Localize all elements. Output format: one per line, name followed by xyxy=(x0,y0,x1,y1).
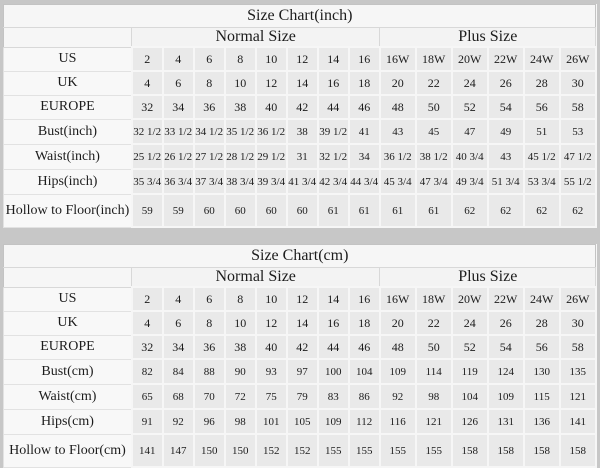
size-value-cell: 116 xyxy=(380,409,416,434)
size-value-cell: 141 xyxy=(132,434,163,467)
size-value-cell: 10 xyxy=(225,311,256,335)
size-value-cell: 44 xyxy=(318,95,349,119)
size-value-cell: 45 1/2 xyxy=(524,144,560,169)
table-row xyxy=(4,169,596,194)
size-value-cell: 79 xyxy=(287,384,318,409)
group-header-normal-size: Normal Size xyxy=(132,28,380,48)
size-value-cell: 41 xyxy=(349,119,380,144)
size-value-cell: 16W xyxy=(380,287,416,311)
size-value-cell: 24W xyxy=(524,287,560,311)
size-value-cell: 59 xyxy=(132,194,163,227)
row-label: Hollow to Floor(inch) xyxy=(4,194,132,227)
size-chart-inch-table xyxy=(3,4,597,228)
size-value-cell: 28 xyxy=(524,311,560,335)
size-value-cell: 70 xyxy=(194,384,225,409)
size-value-cell: 24 xyxy=(452,71,488,95)
size-value-cell: 58 xyxy=(560,95,596,119)
size-value-cell: 68 xyxy=(163,384,194,409)
size-value-cell: 45 xyxy=(416,119,452,144)
table-title-row xyxy=(4,245,596,268)
size-value-cell: 93 xyxy=(256,359,287,384)
size-value-cell: 32 1/2 xyxy=(132,119,163,144)
size-value-cell: 44 xyxy=(318,335,349,359)
size-value-cell: 26W xyxy=(560,287,596,311)
table-row xyxy=(4,95,596,119)
size-value-cell: 42 xyxy=(287,335,318,359)
group-header-plus-size: Plus Size xyxy=(380,28,596,48)
size-value-cell: 12 xyxy=(287,47,318,71)
size-value-cell: 46 xyxy=(349,95,380,119)
row-label: Waist(cm) xyxy=(4,384,132,409)
size-value-cell: 38 3/4 xyxy=(225,169,256,194)
size-value-cell: 39 1/2 xyxy=(318,119,349,144)
size-value-cell: 98 xyxy=(416,384,452,409)
size-value-cell: 88 xyxy=(194,359,225,384)
size-value-cell: 136 xyxy=(524,409,560,434)
size-value-cell: 12 xyxy=(256,311,287,335)
size-value-cell: 62 xyxy=(524,194,560,227)
size-value-cell: 60 xyxy=(194,194,225,227)
size-value-cell: 105 xyxy=(287,409,318,434)
size-value-cell: 42 xyxy=(287,95,318,119)
size-value-cell: 131 xyxy=(488,409,524,434)
table-row xyxy=(4,384,596,409)
size-value-cell: 59 xyxy=(163,194,194,227)
size-value-cell: 60 xyxy=(225,194,256,227)
size-value-cell: 18W xyxy=(416,47,452,71)
size-value-cell: 40 3/4 xyxy=(452,144,488,169)
size-value-cell: 152 xyxy=(256,434,287,467)
size-value-cell: 119 xyxy=(452,359,488,384)
size-value-cell: 43 xyxy=(380,119,416,144)
size-value-cell: 34 xyxy=(163,95,194,119)
size-value-cell: 6 xyxy=(163,311,194,335)
size-value-cell: 20 xyxy=(380,71,416,95)
size-chart-cm-table xyxy=(3,244,597,468)
size-value-cell: 8 xyxy=(225,47,256,71)
size-value-cell: 158 xyxy=(560,434,596,467)
row-label: Hips(cm) xyxy=(4,409,132,434)
size-value-cell: 6 xyxy=(163,71,194,95)
size-value-cell: 36 xyxy=(194,95,225,119)
size-value-cell: 4 xyxy=(132,71,163,95)
size-value-cell: 155 xyxy=(349,434,380,467)
size-value-cell: 43 xyxy=(488,144,524,169)
size-value-cell: 46 xyxy=(349,335,380,359)
size-value-cell: 61 xyxy=(318,194,349,227)
size-value-cell: 109 xyxy=(488,384,524,409)
size-value-cell: 10 xyxy=(256,47,287,71)
table-row xyxy=(4,311,596,335)
size-value-cell: 24W xyxy=(524,47,560,71)
size-value-cell: 31 xyxy=(287,144,318,169)
size-value-cell: 36 1/2 xyxy=(380,144,416,169)
size-value-cell: 12 xyxy=(256,71,287,95)
size-value-cell: 55 1/2 xyxy=(560,169,596,194)
row-label: UK xyxy=(4,311,132,335)
size-value-cell: 32 xyxy=(132,335,163,359)
size-value-cell: 115 xyxy=(524,384,560,409)
size-value-cell: 155 xyxy=(380,434,416,467)
size-value-cell: 38 1/2 xyxy=(416,144,452,169)
size-value-cell: 61 xyxy=(416,194,452,227)
size-value-cell: 98 xyxy=(225,409,256,434)
size-value-cell: 65 xyxy=(132,384,163,409)
row-label: Hollow to Floor(cm) xyxy=(4,434,132,467)
size-value-cell: 12 xyxy=(287,287,318,311)
size-value-cell: 60 xyxy=(287,194,318,227)
size-value-cell: 40 xyxy=(256,335,287,359)
size-value-cell: 56 xyxy=(524,335,560,359)
size-value-cell: 22 xyxy=(416,311,452,335)
size-value-cell: 37 3/4 xyxy=(194,169,225,194)
size-value-cell: 58 xyxy=(560,335,596,359)
table-row xyxy=(4,71,596,95)
size-value-cell: 52 xyxy=(452,335,488,359)
size-value-cell: 114 xyxy=(416,359,452,384)
size-value-cell: 18W xyxy=(416,287,452,311)
size-value-cell: 14 xyxy=(318,47,349,71)
size-value-cell: 26 xyxy=(488,311,524,335)
size-value-cell: 47 xyxy=(452,119,488,144)
size-value-cell: 150 xyxy=(194,434,225,467)
size-value-cell: 34 xyxy=(349,144,380,169)
size-value-cell: 50 xyxy=(416,95,452,119)
size-value-cell: 97 xyxy=(287,359,318,384)
group-header-row xyxy=(4,28,596,48)
size-value-cell: 34 1/2 xyxy=(194,119,225,144)
size-value-cell: 121 xyxy=(416,409,452,434)
size-value-cell: 27 1/2 xyxy=(194,144,225,169)
size-value-cell: 72 xyxy=(225,384,256,409)
size-value-cell: 51 xyxy=(524,119,560,144)
size-value-cell: 24 xyxy=(452,311,488,335)
size-value-cell: 155 xyxy=(416,434,452,467)
size-value-cell: 109 xyxy=(318,409,349,434)
size-value-cell: 48 xyxy=(380,95,416,119)
size-value-cell: 25 1/2 xyxy=(132,144,163,169)
table-title: Size Chart(cm) xyxy=(4,245,596,268)
size-value-cell: 61 xyxy=(349,194,380,227)
size-value-cell: 53 xyxy=(560,119,596,144)
size-value-cell: 29 1/2 xyxy=(256,144,287,169)
size-value-cell: 54 xyxy=(488,95,524,119)
size-value-cell: 16 xyxy=(349,47,380,71)
size-value-cell: 32 xyxy=(132,95,163,119)
size-value-cell: 121 xyxy=(560,384,596,409)
table-row xyxy=(4,119,596,144)
size-value-cell: 2 xyxy=(132,47,163,71)
table-row xyxy=(4,434,596,467)
size-value-cell: 112 xyxy=(349,409,380,434)
corner-cell xyxy=(4,268,132,288)
row-label: UK xyxy=(4,71,132,95)
row-label: Bust(inch) xyxy=(4,119,132,144)
size-value-cell: 40 xyxy=(256,95,287,119)
size-value-cell: 18 xyxy=(349,311,380,335)
size-value-cell: 158 xyxy=(524,434,560,467)
size-value-cell: 35 1/2 xyxy=(225,119,256,144)
size-value-cell: 20W xyxy=(452,47,488,71)
size-value-cell: 135 xyxy=(560,359,596,384)
size-value-cell: 35 3/4 xyxy=(132,169,163,194)
size-value-cell: 62 xyxy=(452,194,488,227)
size-value-cell: 47 1/2 xyxy=(560,144,596,169)
size-value-cell: 53 3/4 xyxy=(524,169,560,194)
size-value-cell: 34 xyxy=(163,335,194,359)
table-row xyxy=(4,359,596,384)
size-value-cell: 4 xyxy=(132,311,163,335)
size-value-cell: 4 xyxy=(163,47,194,71)
size-value-cell: 104 xyxy=(349,359,380,384)
size-value-cell: 10 xyxy=(225,71,256,95)
size-value-cell: 150 xyxy=(225,434,256,467)
row-label: Hips(inch) xyxy=(4,169,132,194)
group-header-row xyxy=(4,268,596,288)
table-row xyxy=(4,47,596,71)
size-value-cell: 45 3/4 xyxy=(380,169,416,194)
size-value-cell: 152 xyxy=(287,434,318,467)
size-value-cell: 147 xyxy=(163,434,194,467)
size-value-cell: 61 xyxy=(380,194,416,227)
table-row xyxy=(4,144,596,169)
size-value-cell: 60 xyxy=(256,194,287,227)
size-value-cell: 92 xyxy=(163,409,194,434)
size-value-cell: 8 xyxy=(225,287,256,311)
size-value-cell: 14 xyxy=(318,287,349,311)
size-value-cell: 104 xyxy=(452,384,488,409)
size-value-cell: 14 xyxy=(287,311,318,335)
size-value-cell: 18 xyxy=(349,71,380,95)
size-value-cell: 50 xyxy=(416,335,452,359)
size-value-cell: 26W xyxy=(560,47,596,71)
row-label: EUROPE xyxy=(4,335,132,359)
size-value-cell: 54 xyxy=(488,335,524,359)
size-value-cell: 36 xyxy=(194,335,225,359)
size-value-cell: 10 xyxy=(256,287,287,311)
size-value-cell: 14 xyxy=(287,71,318,95)
size-value-cell: 44 3/4 xyxy=(349,169,380,194)
row-label: Waist(inch) xyxy=(4,144,132,169)
size-value-cell: 26 1/2 xyxy=(163,144,194,169)
size-value-cell: 90 xyxy=(225,359,256,384)
size-value-cell: 75 xyxy=(256,384,287,409)
size-value-cell: 20W xyxy=(452,287,488,311)
size-value-cell: 36 1/2 xyxy=(256,119,287,144)
size-value-cell: 2 xyxy=(132,287,163,311)
size-value-cell: 126 xyxy=(452,409,488,434)
size-value-cell: 101 xyxy=(256,409,287,434)
size-value-cell: 26 xyxy=(488,71,524,95)
size-value-cell: 22W xyxy=(488,287,524,311)
size-value-cell: 51 3/4 xyxy=(488,169,524,194)
table-row xyxy=(4,409,596,434)
size-value-cell: 82 xyxy=(132,359,163,384)
size-value-cell: 20 xyxy=(380,311,416,335)
size-value-cell: 32 1/2 xyxy=(318,144,349,169)
size-value-cell: 91 xyxy=(132,409,163,434)
size-value-cell: 33 1/2 xyxy=(163,119,194,144)
table-row xyxy=(4,194,596,227)
row-label: Bust(cm) xyxy=(4,359,132,384)
size-value-cell: 8 xyxy=(194,71,225,95)
size-value-cell: 22W xyxy=(488,47,524,71)
table-row xyxy=(4,287,596,311)
table-title-row xyxy=(4,5,596,28)
size-value-cell: 30 xyxy=(560,311,596,335)
corner-cell xyxy=(4,28,132,48)
group-header-plus-size: Plus Size xyxy=(380,268,596,288)
size-value-cell: 41 3/4 xyxy=(287,169,318,194)
size-value-cell: 158 xyxy=(488,434,524,467)
table-row xyxy=(4,335,596,359)
size-value-cell: 22 xyxy=(416,71,452,95)
size-value-cell: 6 xyxy=(194,287,225,311)
size-value-cell: 36 3/4 xyxy=(163,169,194,194)
size-value-cell: 84 xyxy=(163,359,194,384)
table-title: Size Chart(inch) xyxy=(4,5,596,28)
size-value-cell: 28 xyxy=(524,71,560,95)
size-value-cell: 4 xyxy=(163,287,194,311)
size-value-cell: 62 xyxy=(560,194,596,227)
size-value-cell: 62 xyxy=(488,194,524,227)
size-value-cell: 83 xyxy=(318,384,349,409)
row-label: US xyxy=(4,287,132,311)
size-value-cell: 16 xyxy=(318,311,349,335)
size-value-cell: 38 xyxy=(287,119,318,144)
size-value-cell: 49 xyxy=(488,119,524,144)
group-header-normal-size: Normal Size xyxy=(132,268,380,288)
size-value-cell: 16 xyxy=(318,71,349,95)
size-value-cell: 8 xyxy=(194,311,225,335)
size-value-cell: 130 xyxy=(524,359,560,384)
size-value-cell: 92 xyxy=(380,384,416,409)
row-label: US xyxy=(4,47,132,71)
size-value-cell: 56 xyxy=(524,95,560,119)
size-value-cell: 48 xyxy=(380,335,416,359)
row-label: EUROPE xyxy=(4,95,132,119)
size-value-cell: 158 xyxy=(452,434,488,467)
size-value-cell: 96 xyxy=(194,409,225,434)
size-value-cell: 109 xyxy=(380,359,416,384)
size-value-cell: 30 xyxy=(560,71,596,95)
size-value-cell: 141 xyxy=(560,409,596,434)
size-value-cell: 100 xyxy=(318,359,349,384)
size-value-cell: 39 3/4 xyxy=(256,169,287,194)
size-value-cell: 47 3/4 xyxy=(416,169,452,194)
size-value-cell: 16W xyxy=(380,47,416,71)
size-value-cell: 6 xyxy=(194,47,225,71)
size-value-cell: 124 xyxy=(488,359,524,384)
size-value-cell: 42 3/4 xyxy=(318,169,349,194)
size-value-cell: 28 1/2 xyxy=(225,144,256,169)
size-value-cell: 49 3/4 xyxy=(452,169,488,194)
size-value-cell: 38 xyxy=(225,335,256,359)
size-value-cell: 155 xyxy=(318,434,349,467)
size-value-cell: 86 xyxy=(349,384,380,409)
size-value-cell: 38 xyxy=(225,95,256,119)
size-value-cell: 52 xyxy=(452,95,488,119)
size-value-cell: 16 xyxy=(349,287,380,311)
